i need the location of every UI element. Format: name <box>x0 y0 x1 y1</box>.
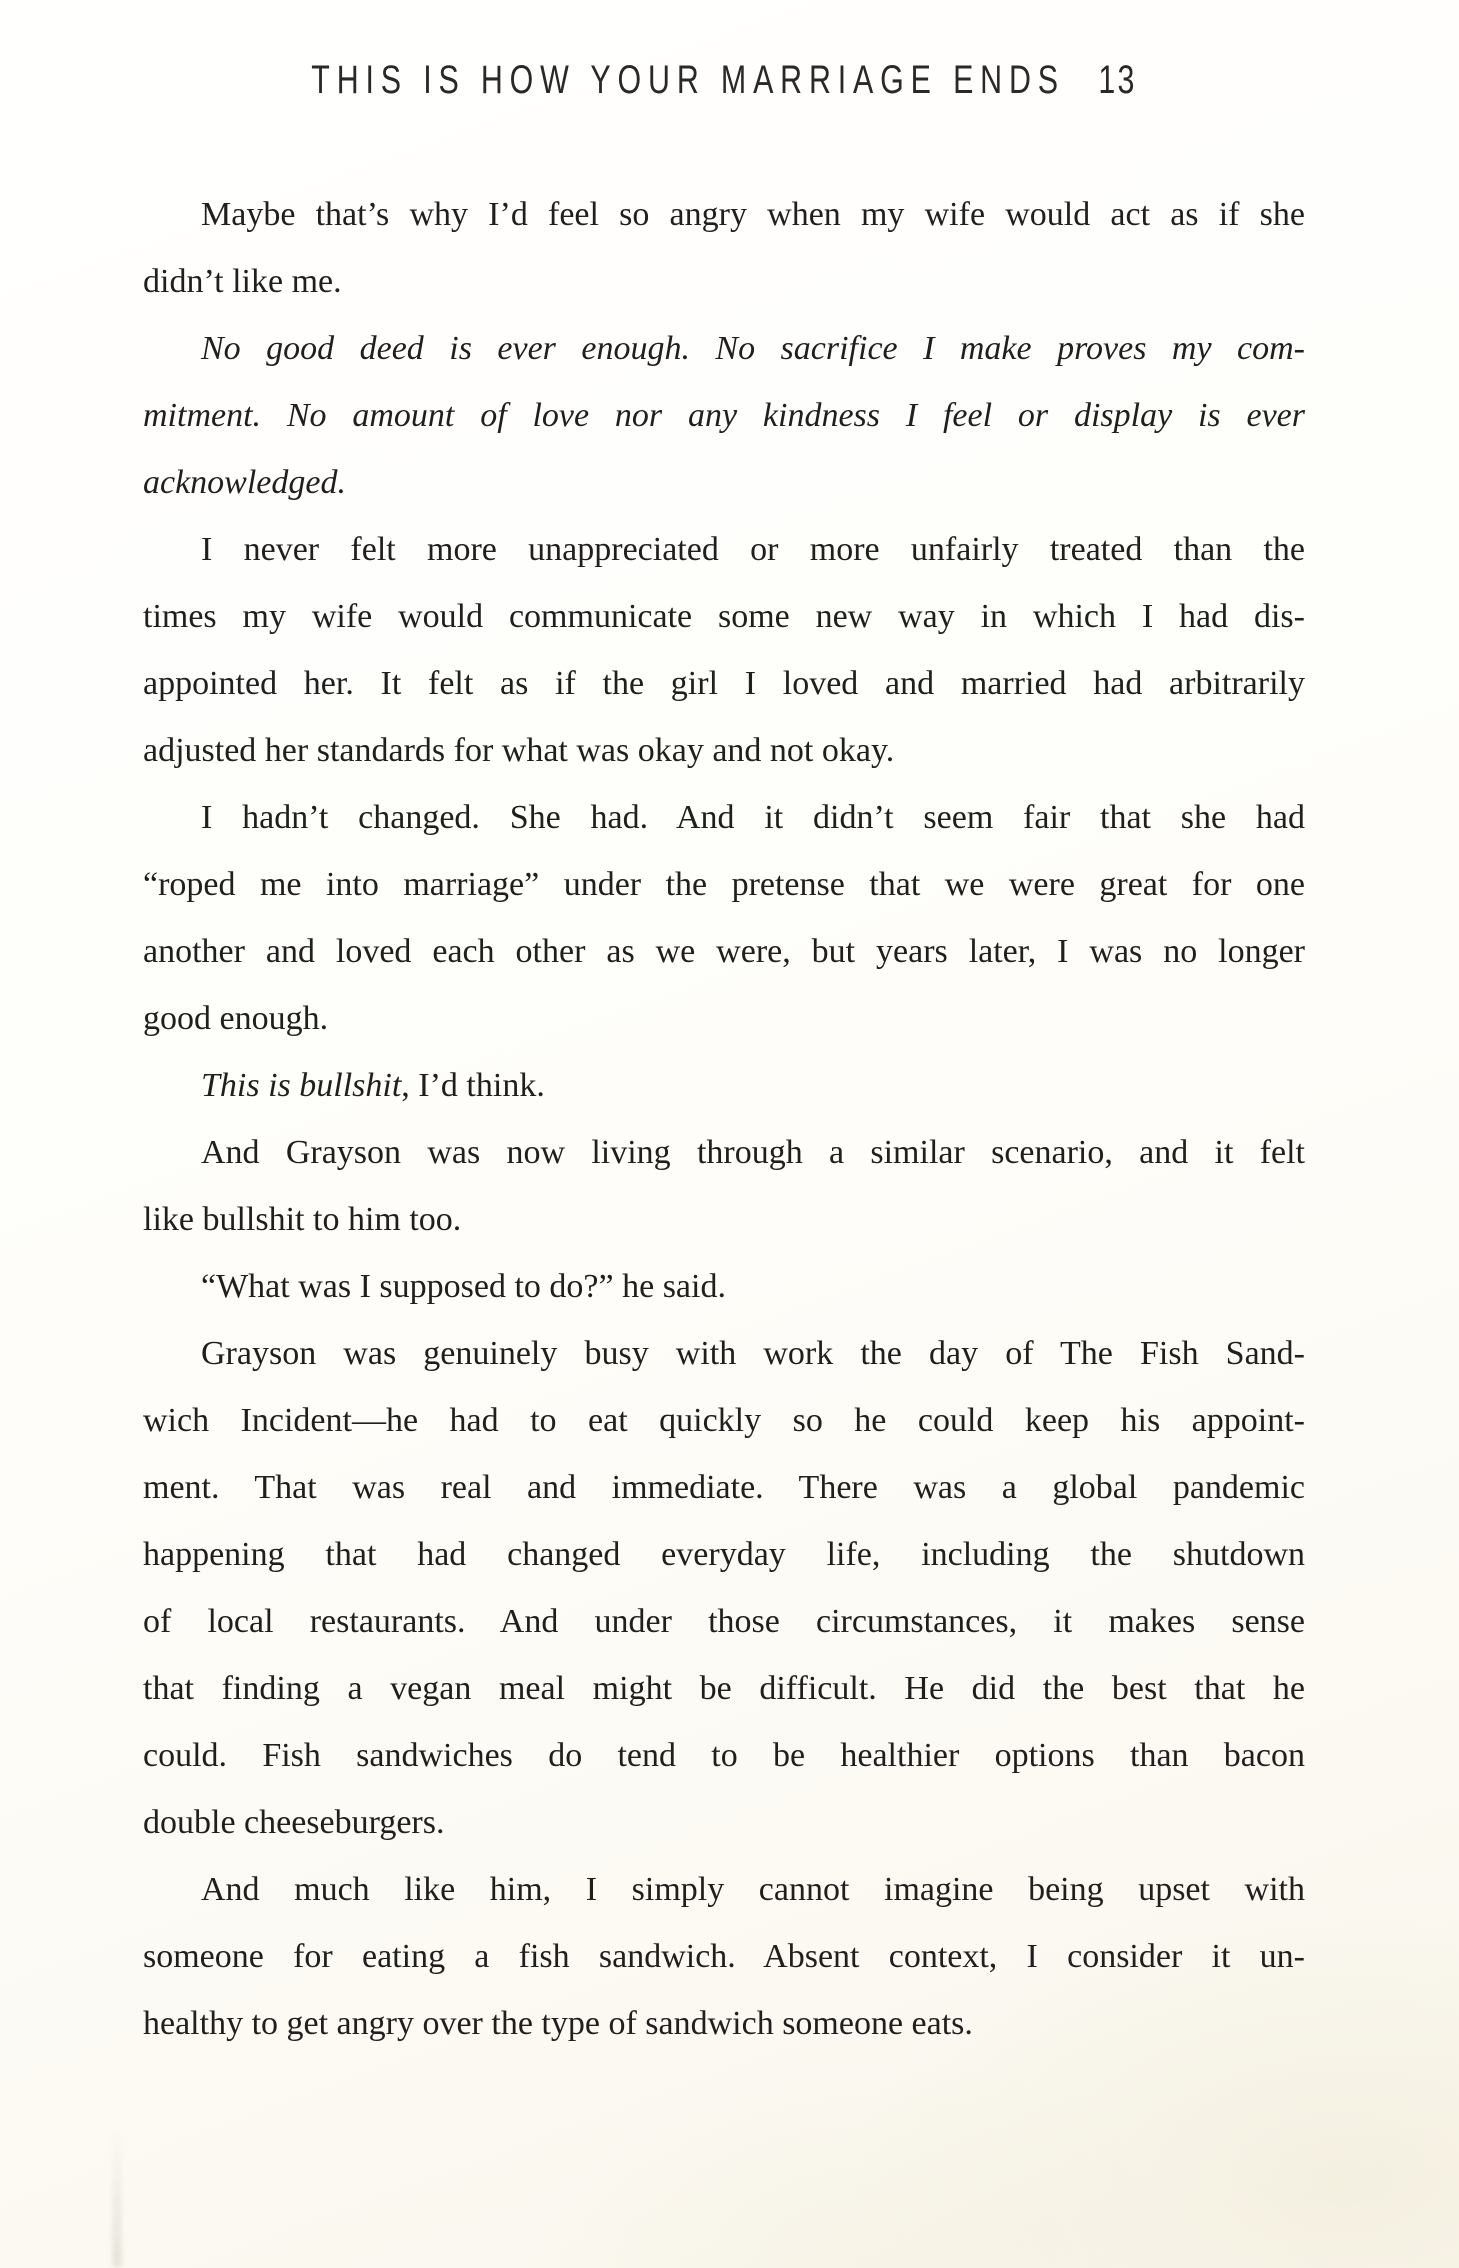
text-segment: good enough. <box>143 1000 329 1037</box>
text-segment: didn’t like me. <box>143 263 342 300</box>
text-segment: adjusted her standards for what was okay and not okay. <box>143 732 895 769</box>
running-header <box>282 58 1165 103</box>
text-segment: appointed her. It felt as if the girl I loved and married had arbitrarily <box>143 665 1305 702</box>
text-segment: And Grayson was now living through a similar scenario, and it felt <box>201 1134 1305 1171</box>
text-line <box>143 1454 1305 1521</box>
text-segment: someone for eating a fish sandwich. Absent context, I consider it un- <box>143 1938 1305 1975</box>
text-line <box>143 1320 1305 1387</box>
italic-text-segment: No good deed is ever enough. No sacrifice I make proves my com- <box>201 330 1305 367</box>
italic-text-segment: acknowledged. <box>143 464 346 501</box>
text-line <box>143 1588 1305 1655</box>
scan-crease-shadow <box>112 2130 122 2268</box>
text-segment: , I’d think. <box>401 1067 545 1104</box>
paragraph <box>143 315 1305 516</box>
text-segment: ment. That was real and immediate. There was a global pandemic <box>143 1469 1305 1506</box>
text-line <box>143 1052 1305 1119</box>
text-segment: of local restaurants. And under those circumstances, it makes sense <box>143 1603 1305 1640</box>
text-segment: I hadn’t changed. She had. And it didn’t seem fair that she had <box>201 799 1305 836</box>
text-segment: “What was I supposed to do?” he said. <box>201 1268 726 1305</box>
paragraph <box>143 1856 1305 2057</box>
text-segment: “roped me into marriage” under the pretense that we were great for one <box>143 866 1305 903</box>
paragraph <box>143 1320 1305 1856</box>
text-line <box>143 248 1305 315</box>
text-line <box>143 851 1305 918</box>
text-segment: could. Fish sandwiches do tend to be healthier options than bacon <box>143 1737 1305 1774</box>
italic-text-segment: mitment. No amount of love nor any kindness I feel or display is ever <box>143 397 1305 434</box>
text-segment: healthy to get angry over the type of sandwich someone eats. <box>143 2005 973 2042</box>
paragraph <box>143 1119 1305 1253</box>
text-line <box>143 784 1305 851</box>
text-segment: And much like him, I simply cannot imagine being upset with <box>201 1871 1305 1908</box>
text-segment: happening that had changed everyday life, including the shutdown <box>143 1536 1305 1573</box>
text-line <box>143 1186 1305 1253</box>
text-segment: wich Incident—he had to eat quickly so he could keep his appoint- <box>143 1402 1305 1439</box>
text-segment: Grayson was genuinely busy with work the day of The Fish Sand- <box>201 1335 1305 1372</box>
text-line <box>143 1119 1305 1186</box>
text-segment: another and loved each other as we were, but years later, I was no longer <box>143 933 1305 970</box>
text-segment: Maybe that’s why I’d feel so angry when my wife would act as if she <box>201 196 1305 233</box>
text-line <box>143 1722 1305 1789</box>
paragraph <box>143 181 1305 315</box>
text-line <box>143 650 1305 717</box>
text-line <box>143 1655 1305 1722</box>
text-segment: double cheeseburgers. <box>143 1804 445 1841</box>
text-line <box>143 918 1305 985</box>
text-line <box>143 717 1305 784</box>
text-line <box>143 583 1305 650</box>
text-line <box>143 382 1305 449</box>
paragraph <box>143 516 1305 784</box>
text-line <box>143 1923 1305 1990</box>
text-line <box>143 1789 1305 1856</box>
text-line <box>143 1387 1305 1454</box>
text-line <box>143 315 1305 382</box>
text-segment: that finding a vegan meal might be difficult. He did the best that he <box>143 1670 1305 1707</box>
text-line <box>143 985 1305 1052</box>
running-header-title: THIS IS HOW YOUR MARRIAGE ENDS <box>311 58 1065 102</box>
text-segment: like bullshit to him too. <box>143 1201 462 1238</box>
page-number: 13 <box>1098 58 1137 102</box>
text-segment: I never felt more unappreciated or more unfairly treated than the <box>201 531 1305 568</box>
text-line <box>143 516 1305 583</box>
text-line <box>143 1253 1305 1320</box>
italic-text-segment: This is bullshit <box>201 1067 402 1104</box>
text-line <box>143 449 1305 516</box>
text-line <box>143 1521 1305 1588</box>
paragraph <box>143 784 1305 1052</box>
text-block <box>143 181 1305 2057</box>
text-line <box>143 181 1305 248</box>
text-line <box>143 1990 1305 2057</box>
text-segment: times my wife would communicate some new way in which I had dis- <box>143 598 1305 635</box>
paragraph <box>143 1253 1305 1320</box>
paragraph <box>143 1052 1305 1119</box>
text-line <box>143 1856 1305 1923</box>
